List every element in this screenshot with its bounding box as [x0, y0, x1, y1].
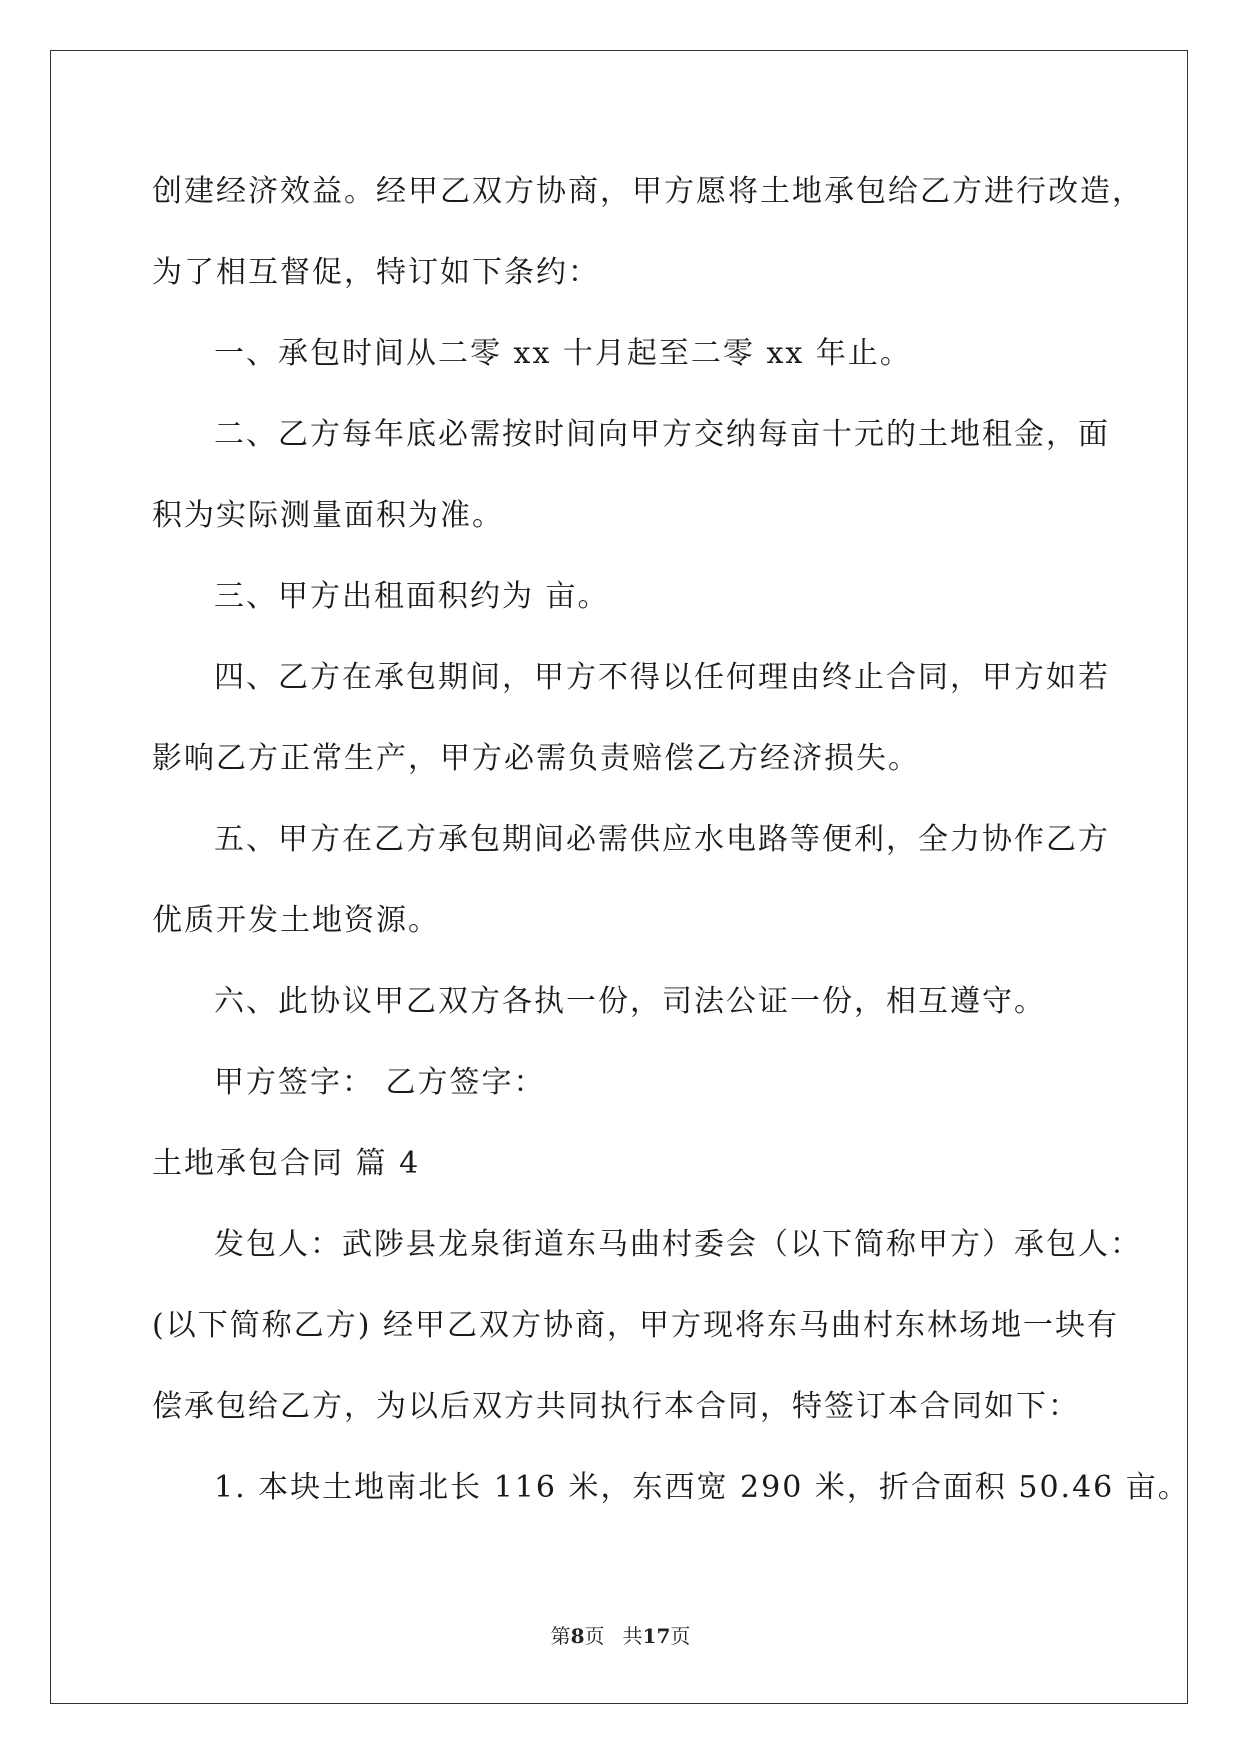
text-line: 1. 本块土地南北长 116 米，东西宽 290 米，折合面积 50.46 亩。 — [214, 1470, 1190, 1505]
total-pages: 17 — [642, 1624, 671, 1648]
text-line: 发包人：武陟县龙泉街道东马曲村委会（以下简称甲方）承包人： — [214, 1227, 1142, 1262]
total-suffix: 页 — [670, 1624, 691, 1648]
text-line: 优质开发土地资源。 — [152, 903, 440, 938]
text-line: 三、甲方出租面积约为 亩。 — [214, 579, 610, 614]
text-line: 创建经济效益。经甲乙双方协商，甲方愿将土地承包给乙方进行改造， — [152, 174, 1144, 209]
signature-line: 甲方签字： 乙方签字： — [214, 1065, 546, 1100]
text-line: 六、此协议甲乙双方各执一份，司法公证一份，相互遵守。 — [214, 984, 1046, 1019]
text-line: (以下简称乙方) 经甲乙双方协商，甲方现将东马曲村东林场地一块有 — [152, 1308, 1119, 1343]
page-footer — [0, 1620, 1241, 1649]
total-prefix: 共 — [622, 1624, 643, 1648]
page-suffix: 页 — [584, 1624, 605, 1648]
text-line: 五、甲方在乙方承包期间必需供应水电路等便利，全力协作乙方 — [214, 822, 1110, 857]
text-line: 二、乙方每年底必需按时间向甲方交纳每亩十元的土地租金，面 — [214, 417, 1110, 452]
page-number: 8 — [570, 1624, 585, 1648]
section-heading: 土地承包合同 篇 4 — [152, 1146, 421, 1181]
page-prefix: 第 — [550, 1624, 571, 1648]
document-body — [152, 160, 1190, 1537]
text-line: 偿承包给乙方，为以后双方共同执行本合同，特签订本合同如下： — [152, 1389, 1080, 1424]
text-line: 为了相互督促，特订如下条约： — [152, 255, 600, 290]
text-line: 积为实际测量面积为准。 — [152, 498, 504, 533]
text-line: 一、承包时间从二零 xx 十月起至二零 xx 年止。 — [214, 336, 912, 371]
text-line: 四、乙方在承包期间，甲方不得以任何理由终止合同，甲方如若 — [214, 660, 1110, 695]
text-line: 影响乙方正常生产，甲方必需负责赔偿乙方经济损失。 — [152, 741, 920, 776]
